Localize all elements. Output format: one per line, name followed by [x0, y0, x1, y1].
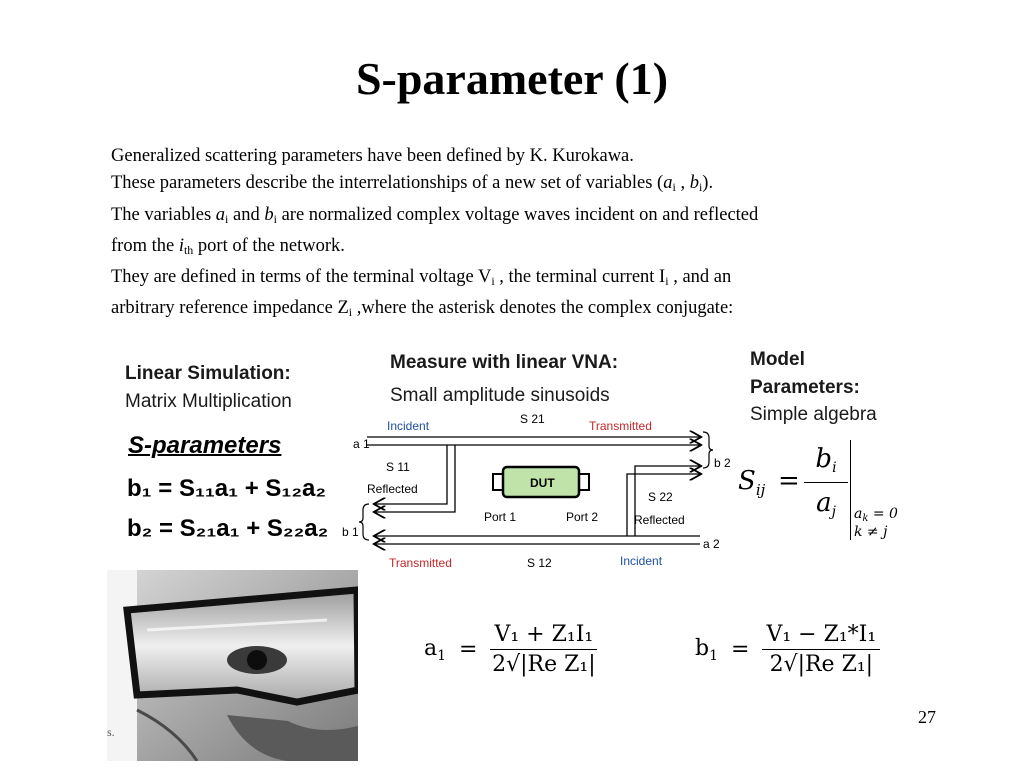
a1-lhs: [424, 635, 447, 664]
text: port of the network.: [193, 235, 345, 256]
var-a: a: [215, 204, 226, 225]
label-s12: S 12: [527, 556, 552, 570]
model-heading: [750, 346, 860, 402]
fraction-numerator: [806, 444, 846, 476]
sij-subscript: ij: [755, 481, 766, 499]
var-i: i: [178, 235, 184, 256]
para-line-6: [111, 295, 931, 326]
b1-numerator: V₁ − Z₁*I₁: [762, 622, 880, 650]
label-incident-bottom: Incident: [620, 554, 663, 568]
sij-definition: [738, 438, 898, 548]
text: from the: [111, 235, 179, 256]
model-heading-line2: Parameters:: [750, 377, 860, 398]
subscript: i: [225, 211, 229, 226]
equals-sign: =: [778, 466, 800, 496]
text: and: [228, 204, 265, 225]
reflected-left-arrow: [375, 445, 455, 512]
slide-title: S-parameter (1): [355, 53, 669, 104]
text: ).: [702, 173, 714, 194]
brace-b1: [359, 504, 369, 540]
condition-k-neq-j: k ≠ j: [854, 524, 888, 540]
a-letter: a: [816, 488, 832, 518]
a1-fraction: [490, 622, 597, 677]
para-line-1: Generalized scattering parameters have been defined by K. Kurokawa.: [111, 146, 634, 166]
fraction-denominator: [806, 488, 846, 520]
evaluation-bar: [850, 440, 851, 540]
var-b: b: [264, 204, 274, 225]
bottom-arrow: [375, 536, 700, 544]
a-letter: a: [424, 635, 438, 661]
model-heading-line1: Model: [750, 349, 805, 370]
text: are normalized complex voltage waves incident on and reflected: [276, 204, 759, 225]
text: They are defined in terms of the terminal voltage V: [111, 267, 492, 288]
text: The variables: [111, 204, 216, 225]
body-paragraph: [111, 143, 931, 327]
label-incident-top: Incident: [387, 419, 430, 433]
subscript: i: [348, 305, 353, 320]
para-line-2: [111, 170, 931, 201]
text: ,where the asterisk denotes the complex conjugate:: [352, 298, 734, 319]
formula-b1: [695, 622, 880, 677]
subscript: i: [491, 274, 495, 289]
b-letter: b: [695, 635, 710, 661]
label-port1: Port 1: [484, 510, 517, 524]
ak-zero: = 0: [868, 506, 898, 522]
sij-symbol: [738, 466, 765, 499]
label-s11: S 11: [386, 460, 410, 474]
b1-lhs: [695, 635, 719, 664]
fraction-bar: [804, 482, 848, 483]
den-subscript: j: [831, 504, 836, 520]
a1-subscript: 1: [437, 647, 447, 664]
glasses-photo-illustration: [107, 570, 358, 761]
a1-numerator: V₁ + Z₁I₁: [490, 622, 597, 650]
condition-ak: [854, 506, 898, 524]
subscript: i: [273, 211, 277, 226]
subscript: th: [183, 242, 194, 257]
label-port2: Port 2: [566, 510, 599, 524]
label-s21: S 21: [520, 412, 545, 426]
num-subscript: i: [832, 460, 837, 476]
para-line-5: [111, 264, 931, 295]
s-letter: S: [738, 466, 756, 496]
photo-glasses: [107, 570, 358, 761]
label-b1: b 1: [342, 525, 359, 539]
brace-b2: [703, 432, 713, 468]
text: , and an: [668, 267, 732, 288]
top-arrow: [367, 437, 700, 445]
vna-subheading: Small amplitude sinusoids: [390, 385, 610, 406]
equation-b1: b₁ = S₁₁a₁ + S₁₂a₂: [127, 475, 327, 502]
text: These parameters describe the interrelationships of a new set of variables (: [111, 173, 664, 194]
b1-subscript: 1: [709, 647, 719, 664]
formula-a1: [424, 622, 597, 677]
label-transmitted-top: Transmitted: [589, 419, 652, 433]
linear-sim-heading: Linear Simulation:: [125, 363, 291, 384]
para-line-3: [111, 202, 931, 233]
text: , the terminal current I: [494, 267, 666, 288]
label-a1: a 1: [353, 437, 370, 451]
text: arbitrary reference impedance Z: [111, 298, 349, 319]
model-subheading: Simple algebra: [750, 404, 877, 425]
linear-sim-subheading: Matrix Multiplication: [125, 391, 292, 412]
a1-equals: =: [459, 637, 478, 662]
var-b: b: [689, 173, 699, 194]
sparameters-title: S-parameters: [128, 432, 282, 459]
label-reflected-left: Reflected: [367, 482, 418, 496]
page-number: 27: [918, 707, 936, 727]
label-b2: b 2: [714, 456, 731, 470]
subscript: i: [672, 180, 676, 195]
label-reflected-right: Reflected: [634, 513, 685, 527]
vna-heading: Measure with linear VNA:: [390, 352, 619, 373]
b1-denominator: 2√|Re Z₁|: [769, 652, 874, 677]
dut-label: DUT: [530, 476, 555, 490]
b1-fraction: [762, 622, 880, 677]
subscript: i: [698, 180, 703, 195]
var-a: a: [663, 173, 673, 194]
text: ,: [675, 173, 690, 194]
corner-fragment: s.: [107, 725, 115, 739]
a1-denominator: 2√|Re Z₁|: [492, 652, 596, 677]
ak-letter: a: [854, 506, 863, 522]
ak-subscript: k: [862, 513, 869, 524]
subscript: i: [665, 274, 669, 289]
b-letter: b: [815, 444, 833, 474]
b1-equals: =: [731, 637, 750, 662]
label-s22: S 22: [648, 490, 673, 504]
equation-b2: b₂ = S₂₁a₁ + S₂₂a₂: [127, 515, 329, 542]
label-a2: a 2: [703, 537, 720, 551]
label-transmitted-bottom: Transmitted: [389, 556, 452, 570]
para-line-4: [111, 233, 931, 264]
